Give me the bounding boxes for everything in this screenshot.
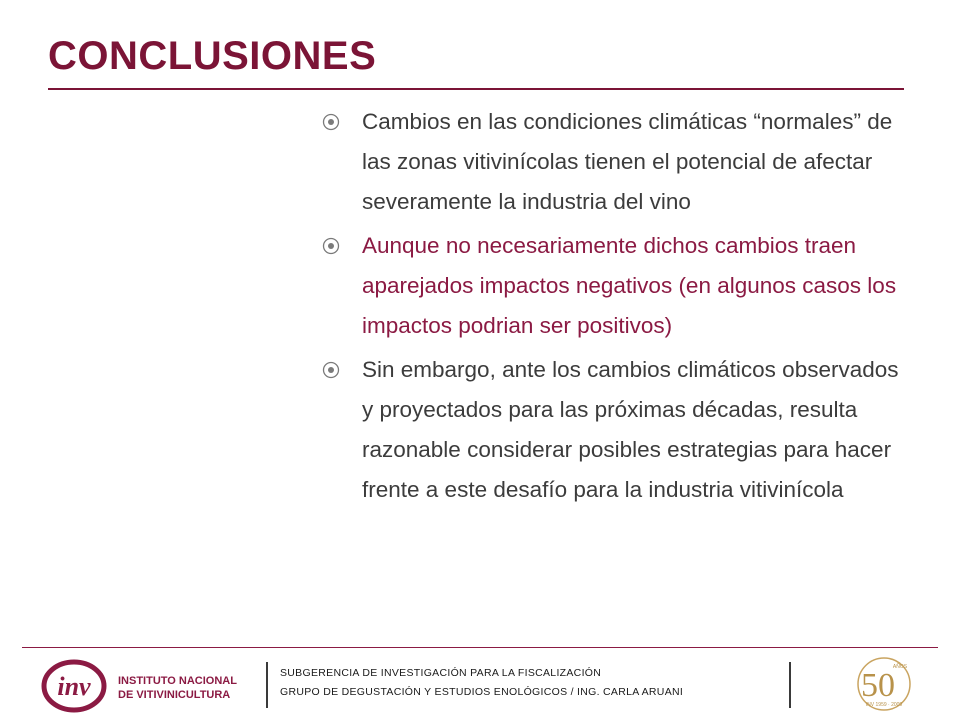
inv-logo-icon [40,658,110,714]
circled-dot-bullet-icon [322,361,340,379]
svg-text:50: 50 [861,667,895,704]
svg-text:AÑOS: AÑOS [892,664,908,670]
footer-separator-left [266,662,268,708]
slide-title: CONCLUSIONES [48,34,377,78]
bullet-text: Aunque no necesariamente dichos cambios traen aparejados impactos negativos (en algunos casos los impactos podrian ser positivos) [362,233,897,338]
svg-text:INV 1959 · 2009: INV 1959 · 2009 [865,702,903,708]
institute-name-line2: DE VITIVINICULTURA [118,689,231,701]
footer-line2: GRUPO DE DEGUSTACIÓN Y ESTUDIOS ENOLÓGICOS / ING. CARLA ARUANI [280,686,684,698]
footer-line1: SUBGERENCIA DE INVESTIGACIÓN PARA LA FISCALIZACIÓN [280,667,602,679]
title-underline [48,88,904,90]
institute-name-line1: INSTITUTO NACIONAL [118,675,237,687]
bullet-text: Sin embargo, ante los cambios climáticos observados y proyectados para las próximas décadas, resulta razonable considerar posibles estrategias para hacer frente a este desafío para la industria vitivinícola [362,357,899,502]
bullet-item [322,102,912,222]
bullet-item [322,226,912,346]
bullet-item [322,350,912,510]
bullet-text: Cambios en las condiciones climáticas “normales” de las zonas vitivinícolas tienen el potencial de afectar severamente la industria del vino [362,109,893,214]
footer-separator-right [789,662,791,708]
circled-dot-bullet-icon [322,113,340,131]
bullet-list [322,102,912,514]
circled-dot-bullet-icon [322,237,340,255]
footer-credits [280,664,683,702]
footer-divider [22,647,938,648]
institute-name [118,674,237,702]
svg-text:inv: inv [57,672,91,701]
anniversary-seal-icon [846,654,916,716]
